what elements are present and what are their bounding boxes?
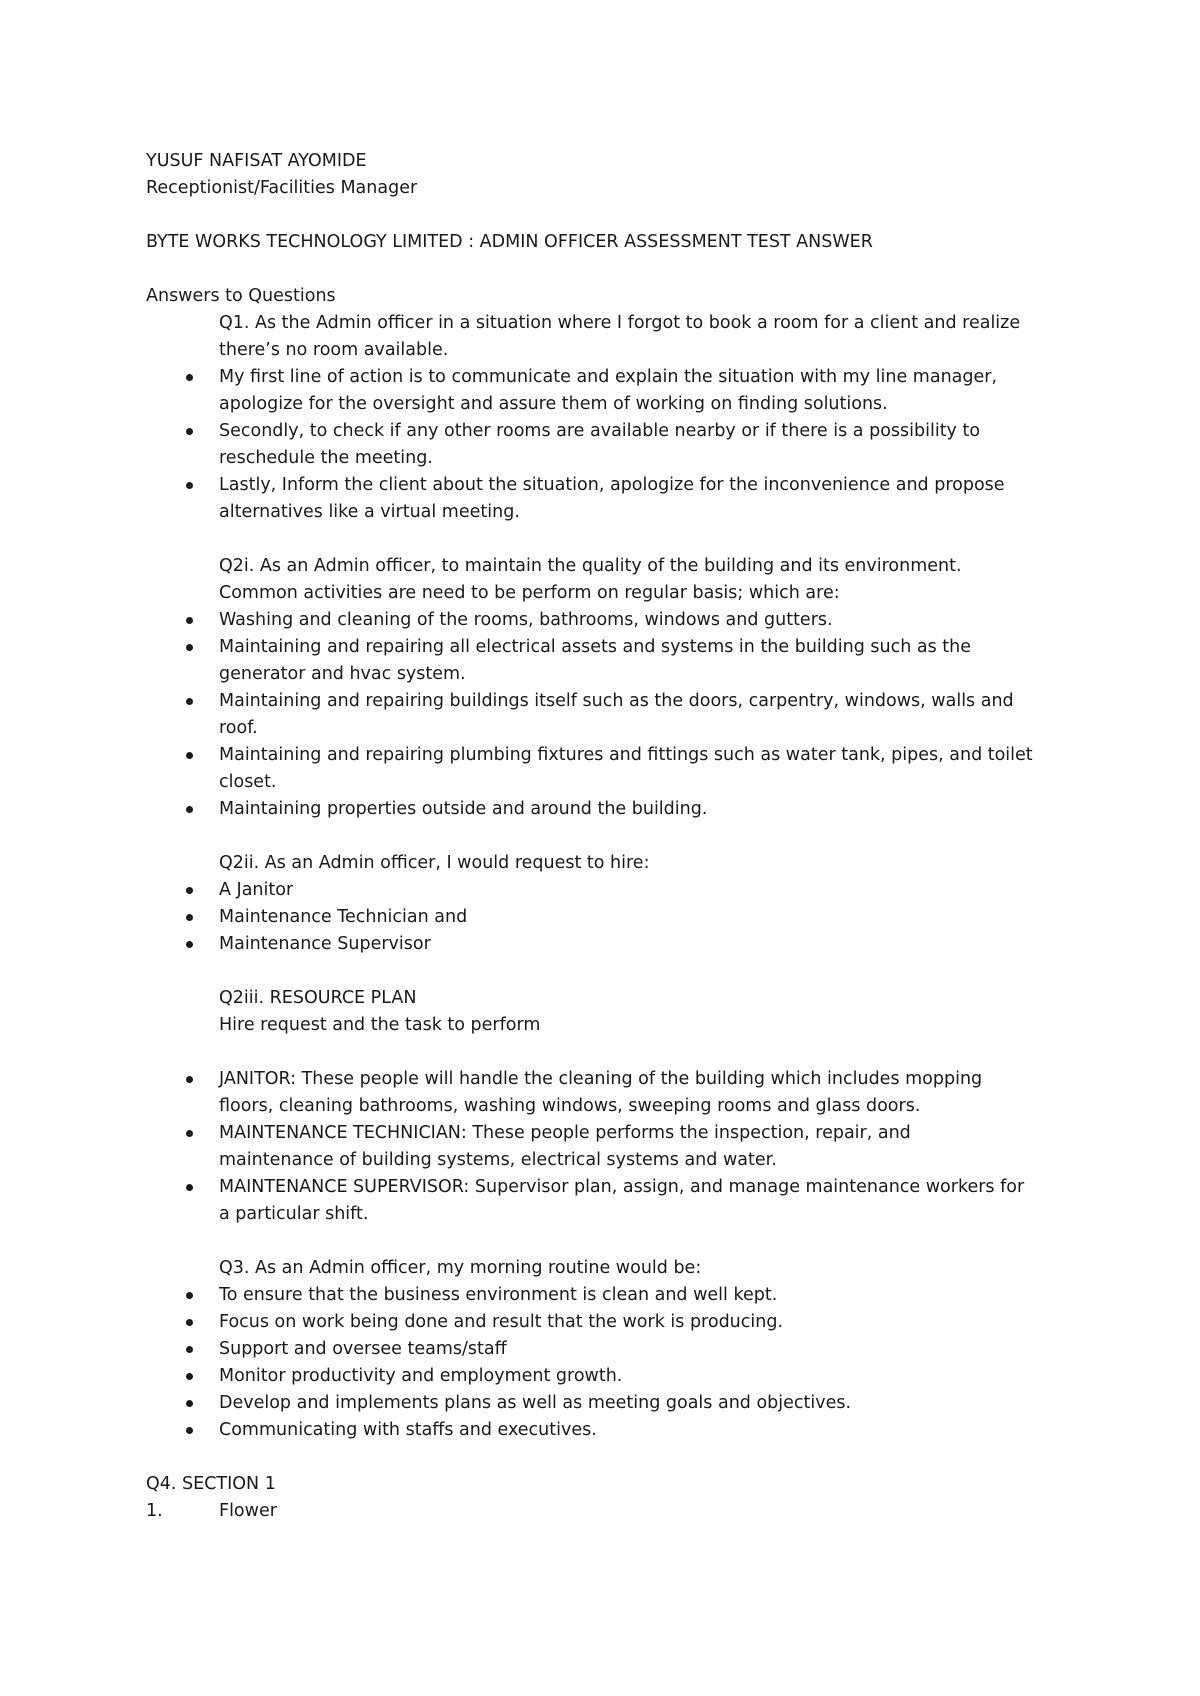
- q2i-bullet-text: roof.: [219, 718, 258, 738]
- q4-item-number: 1.: [146, 1501, 163, 1521]
- answers-heading: Answers to Questions: [146, 286, 336, 306]
- q3-bullet-text: Develop and implements plans as well as meeting goals and objectives.: [219, 1393, 852, 1413]
- q1-intro-line: there’s no room available.: [219, 340, 449, 360]
- bullet-icon: [186, 482, 193, 489]
- q3-intro-line: Q3. As an Admin officer, my morning routine would be:: [219, 1258, 702, 1278]
- bullet-icon: [186, 1319, 193, 1326]
- q1-intro-line: Q1. As the Admin officer in a situation where I forgot to book a room for a client and realize: [219, 313, 1021, 333]
- q2iii-bullet-text: floors, cleaning bathrooms, washing windows, sweeping rooms and glass doors.: [219, 1096, 921, 1116]
- bullet-icon: [186, 806, 193, 813]
- bullet-icon: [186, 1346, 193, 1353]
- q2iii-intro-line: Q2iii. RESOURCE PLAN: [219, 988, 417, 1008]
- q1-bullet-text: My first line of action is to communicate and explain the situation with my line manager,: [219, 367, 998, 387]
- q2i-intro-line: Common activities are need to be perform on regular basis; which are:: [219, 583, 840, 603]
- author-role: Receptionist/Facilities Manager: [146, 178, 418, 198]
- q3-bullet-text: Communicating with staffs and executives.: [219, 1420, 597, 1440]
- q3-bullet-text: Support and oversee teams/staff: [219, 1339, 507, 1359]
- q1-bullet-text: reschedule the meeting.: [219, 448, 433, 468]
- bullet-icon: [186, 1130, 193, 1137]
- bullet-icon: [186, 1292, 193, 1299]
- bullet-icon: [186, 374, 193, 381]
- q2i-bullet-text: Maintaining properties outside and around the building.: [219, 799, 708, 819]
- q2ii-bullet-text: Maintenance Supervisor: [219, 934, 431, 954]
- bullet-icon: [186, 1427, 193, 1434]
- q3-bullet-text: Monitor productivity and employment growth.: [219, 1366, 623, 1386]
- q2iii-bullet-text: a particular shift.: [219, 1204, 369, 1224]
- q2i-bullet-text: generator and hvac system.: [219, 664, 466, 684]
- bullet-icon: [186, 428, 193, 435]
- q2i-intro-line: Q2i. As an Admin officer, to maintain the quality of the building and its environment.: [219, 556, 962, 576]
- bullet-icon: [186, 1076, 193, 1083]
- author-name: YUSUF NAFISAT AYOMIDE: [146, 151, 367, 171]
- q2ii-bullet-text: Maintenance Technician and: [219, 907, 468, 927]
- bullet-icon: [186, 752, 193, 759]
- q2iii-bullet-text: maintenance of building systems, electrical systems and water.: [219, 1150, 777, 1170]
- bullet-icon: [186, 914, 193, 921]
- bullet-icon: [186, 887, 193, 894]
- q2ii-intro-line: Q2ii. As an Admin officer, I would request to hire:: [219, 853, 650, 873]
- q2i-bullet-text: Washing and cleaning of the rooms, bathrooms, windows and gutters.: [219, 610, 833, 630]
- bullet-icon: [186, 698, 193, 705]
- q4-heading: Q4. SECTION 1: [146, 1474, 276, 1494]
- q2i-bullet-text: Maintaining and repairing all electrical assets and systems in the building such as the: [219, 637, 971, 657]
- q2i-bullet-text: closet.: [219, 772, 277, 792]
- q2iii-bullet-text: MAINTENANCE TECHNICIAN: These people performs the inspection, repair, and: [219, 1123, 911, 1143]
- bullet-icon: [186, 1400, 193, 1407]
- q1-bullet-text: apologize for the oversight and assure them of working on finding solutions.: [219, 394, 888, 414]
- bullet-icon: [186, 1373, 193, 1380]
- q3-bullet-text: To ensure that the business environment is clean and well kept.: [219, 1285, 778, 1305]
- q1-bullet-text: Secondly, to check if any other rooms are available nearby or if there is a possibility to: [219, 421, 981, 441]
- q2iii-bullet-text: JANITOR: These people will handle the cleaning of the building which includes mopping: [219, 1069, 983, 1089]
- document-title: BYTE WORKS TECHNOLOGY LIMITED : ADMIN OFFICER ASSESSMENT TEST ANSWER: [146, 232, 873, 252]
- bullet-icon: [186, 1184, 193, 1191]
- q2iii-intro-line: Hire request and the task to perform: [219, 1015, 541, 1035]
- q2ii-bullet-text: A Janitor: [219, 880, 294, 900]
- q3-bullet-text: Focus on work being done and result that the work is producing.: [219, 1312, 784, 1332]
- q2i-bullet-text: Maintaining and repairing plumbing fixtures and fittings such as water tank, pipes, and toilet: [219, 745, 1033, 765]
- bullet-icon: [186, 644, 193, 651]
- q4-item-text: Flower: [219, 1501, 277, 1521]
- q2i-bullet-text: Maintaining and repairing buildings itself such as the doors, carpentry, windows, walls and: [219, 691, 1014, 711]
- q1-bullet-text: alternatives like a virtual meeting.: [219, 502, 520, 522]
- bullet-icon: [186, 617, 193, 624]
- q1-bullet-text: Lastly, Inform the client about the situation, apologize for the inconvenience and propose: [219, 475, 1005, 495]
- bullet-icon: [186, 941, 193, 948]
- q2iii-bullet-text: MAINTENANCE SUPERVISOR: Supervisor plan, assign, and manage maintenance workers for: [219, 1177, 1025, 1197]
